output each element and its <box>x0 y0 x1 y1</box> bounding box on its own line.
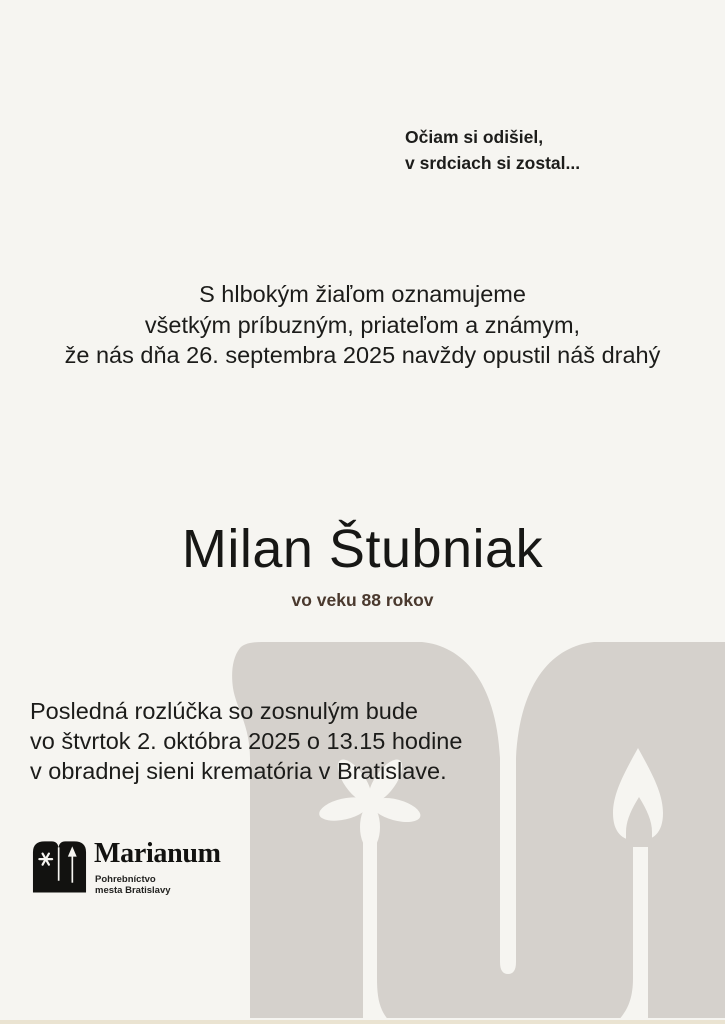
quote-line-2: v srdciach si zostal... <box>405 153 581 173</box>
farewell-line-1: Posledná rozlúčka so zosnulým bude <box>30 698 418 724</box>
logo-wordmark: Marianum <box>94 838 221 869</box>
logo-subtitle <box>95 875 171 896</box>
marianum-m-icon <box>31 839 88 893</box>
marianum-logo <box>31 838 251 900</box>
announcement-line-1: S hlbokým žiaľom oznamujeme <box>199 281 526 307</box>
quote-line-1: Očiam si odišiel, <box>405 127 544 147</box>
memorial-quote <box>405 124 580 176</box>
farewell-line-3: v obradnej sieni krematória v Bratislave. <box>30 758 447 784</box>
deceased-age: vo veku 88 rokov <box>291 590 434 610</box>
announcement-paragraph <box>0 279 725 371</box>
logo-subtitle-line-1: Pohrebníctvo <box>95 874 156 885</box>
farewell-paragraph <box>30 696 462 786</box>
announcement-line-3: že nás dňa 26. septembra 2025 navždy opustil náš drahý <box>64 342 661 368</box>
farewell-line-2: vo štvrtok 2. októbra 2025 o 13.15 hodine <box>30 728 463 754</box>
announcement-line-2: všetkým príbuzným, priateľom a známym, <box>144 311 581 338</box>
logo-subtitle-line-2: mesta Bratislavy <box>95 884 171 896</box>
deceased-name: Milan Štubniak <box>181 519 544 579</box>
page-bottom-edge <box>0 1020 725 1024</box>
